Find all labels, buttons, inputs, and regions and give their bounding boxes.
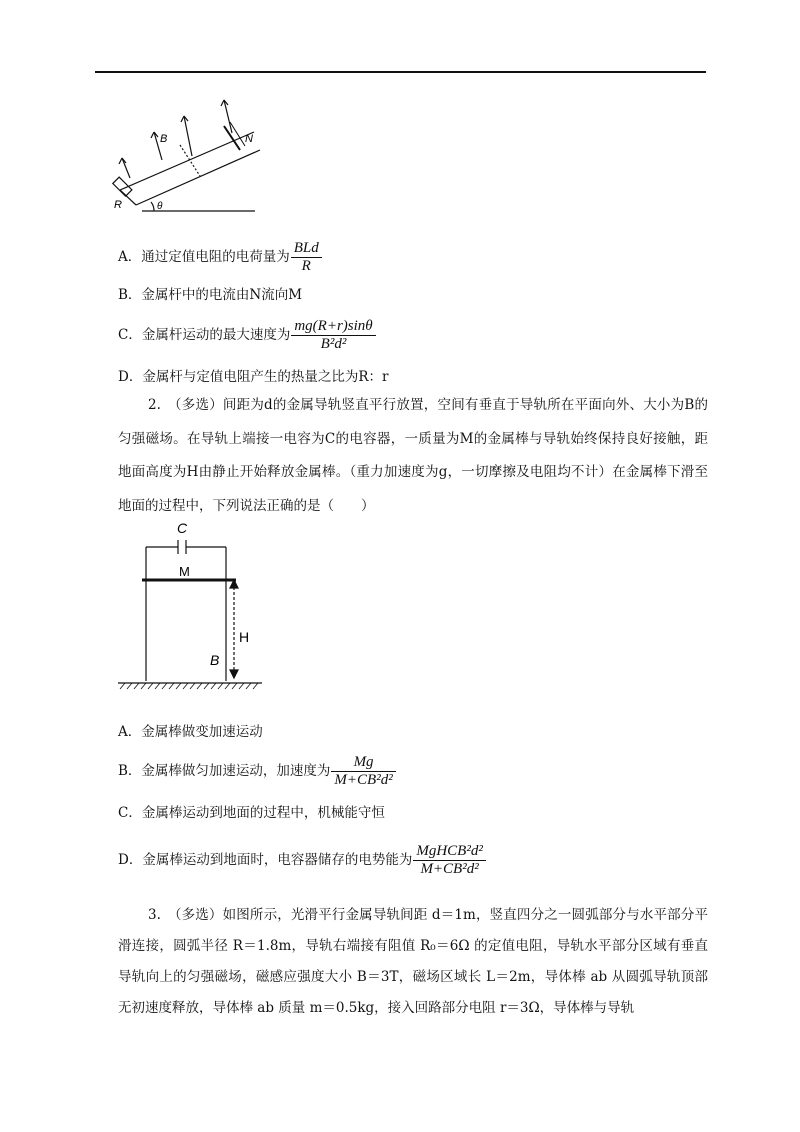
q1-label-b: B	[160, 133, 168, 145]
fraction-numerator: MgHCB²d²	[413, 843, 486, 861]
q1-option-a: A．通过定值电阻的电荷量为 $\frac{\text{BLd}}{R}$	[118, 240, 322, 275]
q2-capacitor-diagram	[112, 518, 267, 690]
q2-option-d-fraction	[413, 843, 486, 878]
q2-stem: 2. （多选）间距为d的金属导轨竖直平行放置，空间有垂直于导轨所在平面向外、大小为B的匀强磁场。在导轨上端接一电容为C的电容器，一质量为M的金属棒与导轨始终保持良好接触，距地面高度为H由静止开始释放金属棒。（重力加速度为g，一切摩擦及电阻均不计）在金属棒下滑至地面的过程中，下列说法正确的是（ ）	[118, 397, 708, 514]
q2-label-b: B	[210, 652, 220, 668]
q1-label-r: R	[114, 199, 122, 211]
q1-option-d: D．金属杆与定值电阻产生的热量之比为R：r	[118, 369, 389, 385]
fraction-numerator: BLd	[291, 240, 322, 258]
q1-option-c: C．金属杆运动的最大速度为 $\frac{mg(R+r)\sin\theta}{\text{B²d²}}$	[118, 318, 376, 353]
q2-option-c: C．金属棒运动到地面的过程中，机械能守恒	[118, 805, 385, 821]
fraction-denominator: M+CB²d²	[420, 861, 479, 877]
q1-label-n: N	[245, 133, 253, 145]
q2-option-b-fraction	[331, 754, 395, 789]
fraction-numerator: mg(R+r)sinθ	[291, 318, 375, 336]
q2-label-c: C	[177, 520, 188, 536]
q2-option-b: B．金属棒做匀加速运动，加速度为 $\frac{Mg}{\text{M+CB²d²}}$	[118, 754, 396, 789]
q2-label-m: M	[179, 564, 190, 579]
q1-option-c-fraction	[291, 318, 375, 353]
q1-incline-diagram	[112, 98, 262, 218]
q2-label-h: H	[239, 629, 250, 645]
header-rule	[95, 71, 706, 73]
q1-label-theta: θ	[157, 201, 163, 212]
q2-option-a: A．金属棒做变加速运动	[118, 724, 263, 740]
q1-option-a-fraction	[291, 240, 322, 275]
q2-option-d: D．金属棒运动到地面时，电容器储存的电势能为 $\frac{\text{MgHCB²d²}}{\text{M+CB²d²}}$	[118, 843, 486, 878]
fraction-denominator: R	[301, 258, 311, 274]
fraction-denominator: M+CB²d²	[334, 772, 393, 788]
fraction-denominator: B²d²	[320, 336, 347, 352]
q3-stem: 3. （多选）如图所示，光滑平行金属导轨间距 d＝1m，竖直四分之一圆弧部分与水平部分平滑连接，圆弧半径 R＝1.8m，导轨右端接有阻值 R₀＝6Ω 的定值电阻，导轨水平部分区域有垂直导轨向上的匀强磁场，磁感应强度大小 B＝3T，磁场区域长 L＝2m，导体棒 ab 从圆弧导轨顶部无初速度释放，导体棒 ab 质量 m＝0.5kg，接入回路部分电阻 r＝3Ω，导体棒与导轨	[118, 907, 708, 1016]
q1-option-b: B．金属杆中的电流由N流向M	[118, 287, 303, 303]
fraction-numerator: Mg	[331, 754, 395, 772]
